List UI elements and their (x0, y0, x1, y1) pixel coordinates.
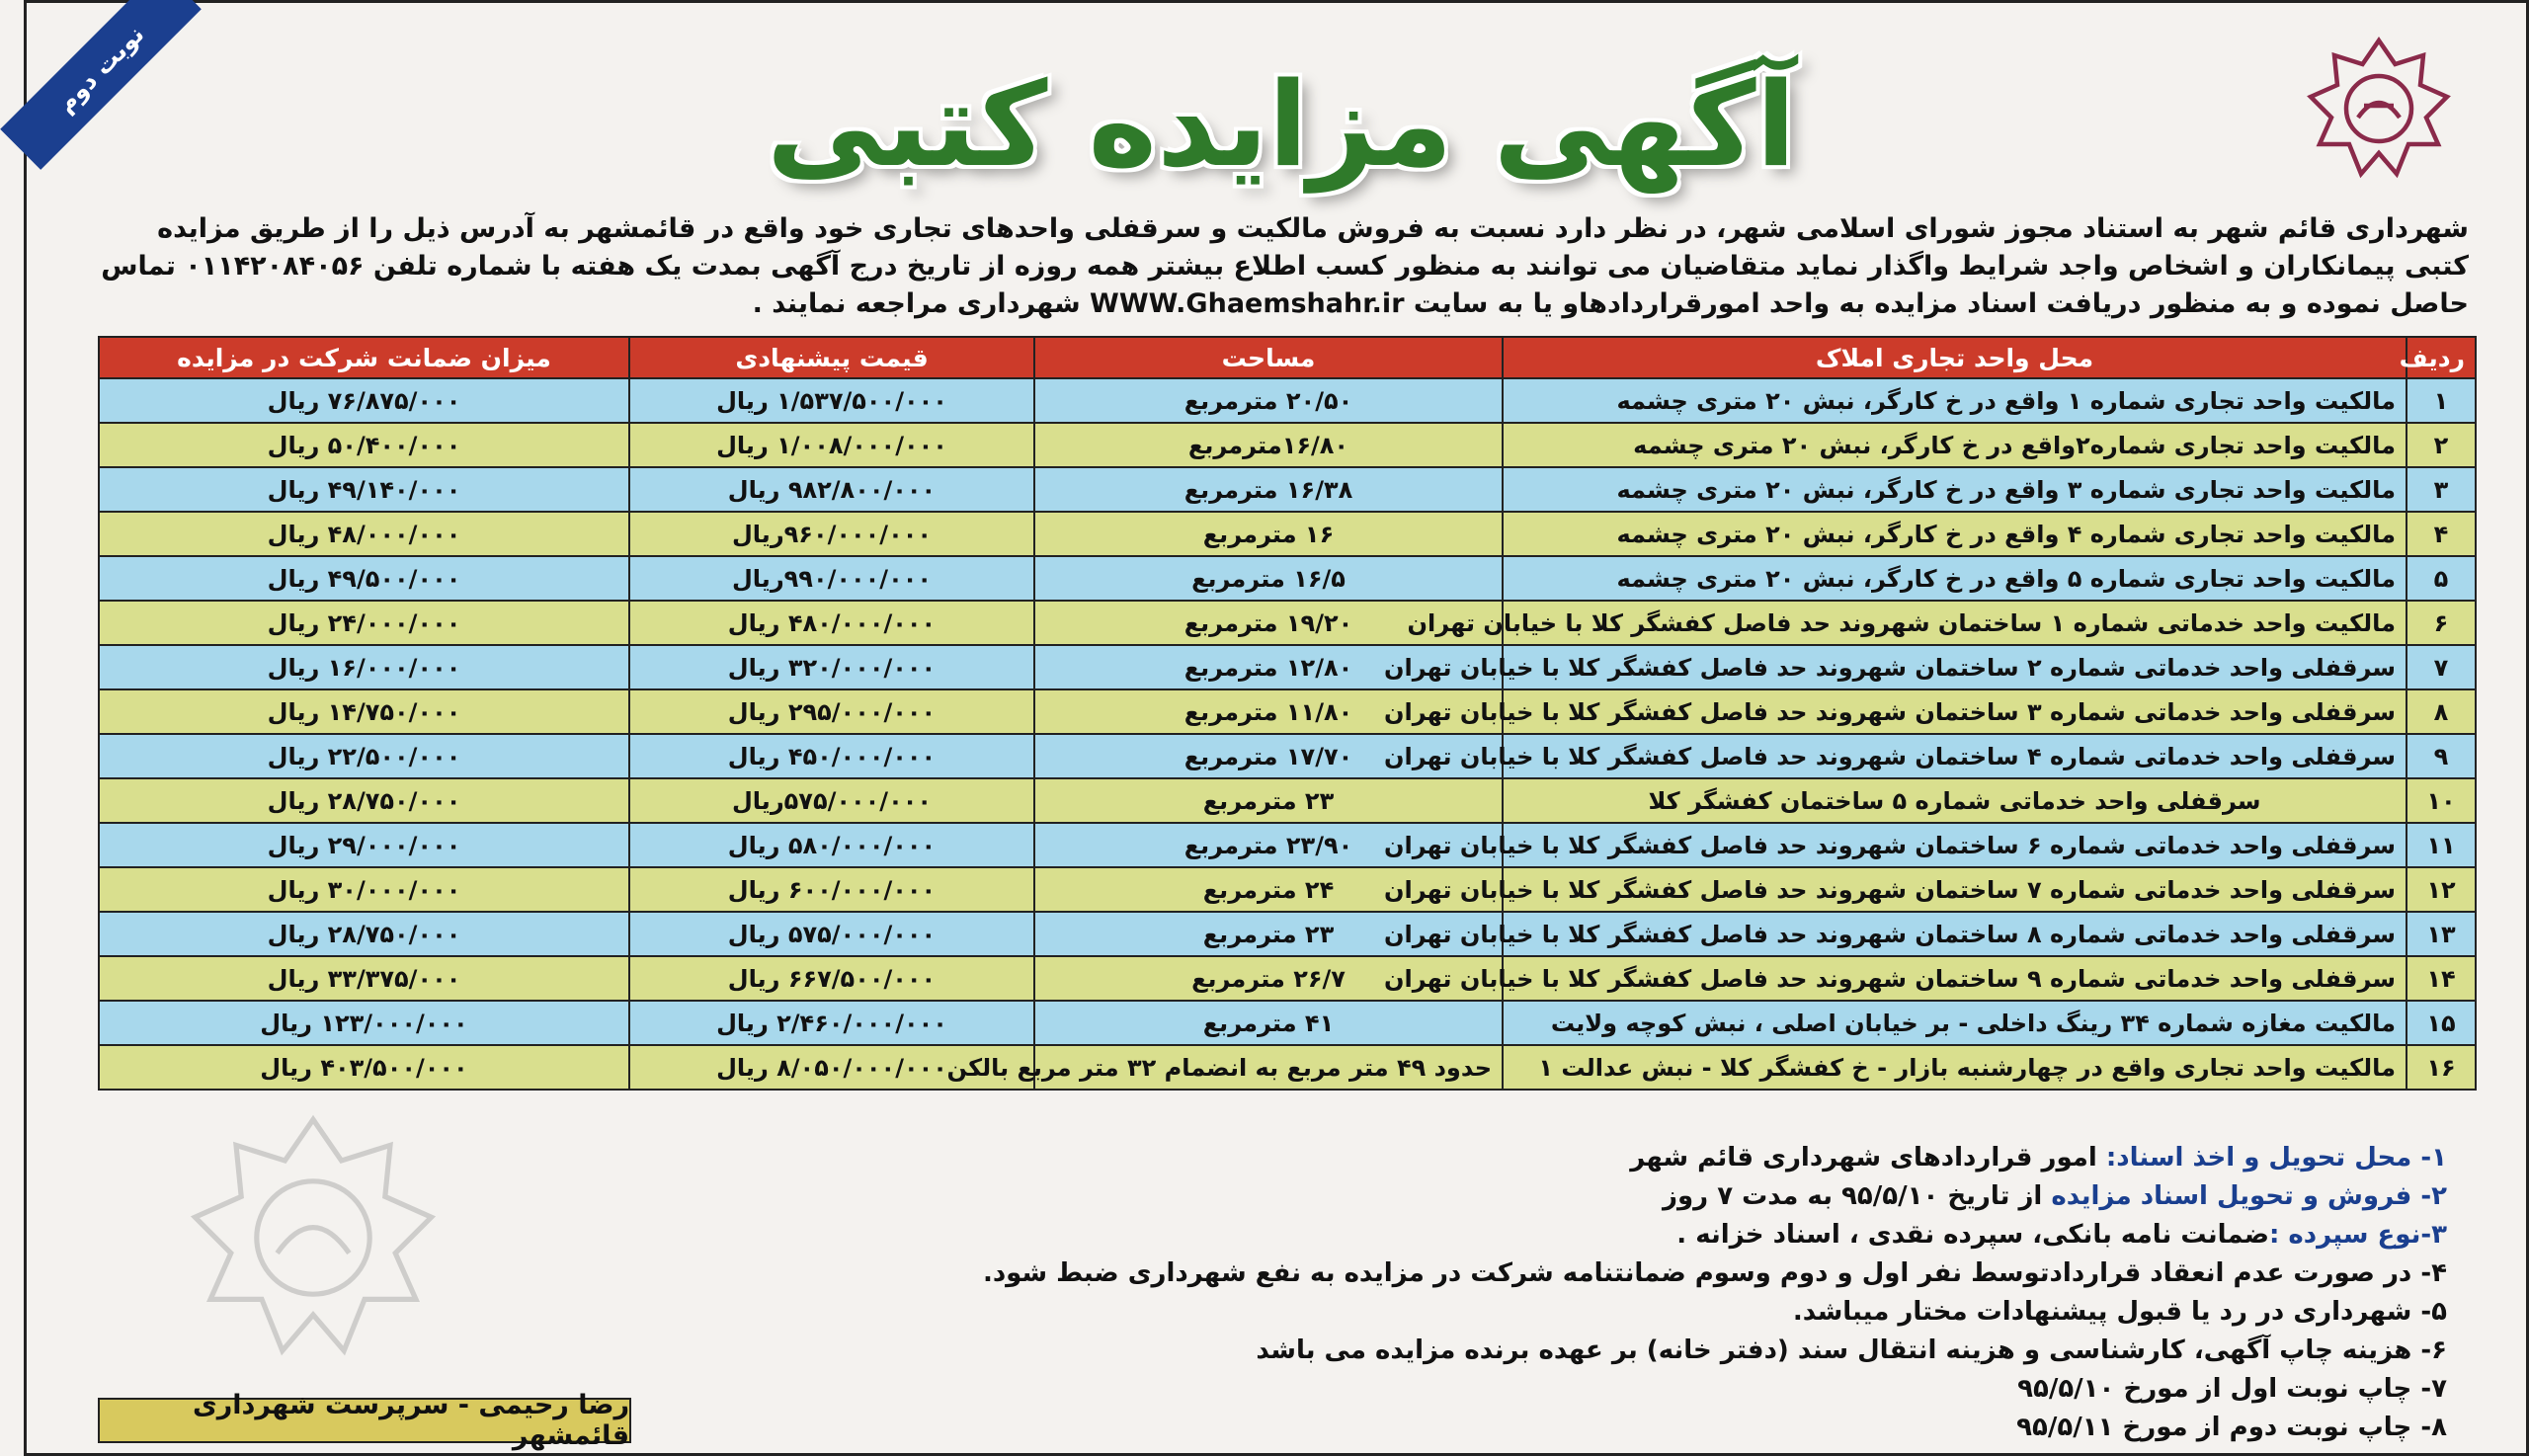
cell-guarantee: ۲۴/۰۰۰/۰۰۰ ریال (99, 601, 629, 645)
cell-location: مالکیت واحد تجاری شماره ۳ واقع در خ کارگر، نبش ۲۰ متری چشمه (1503, 467, 2407, 512)
cell-area: ۱۹/۲۰ مترمربع (1034, 601, 1503, 645)
note-item (768, 1370, 2447, 1409)
cell-location: مالکیت واحد تجاری شماره ۵ واقع در خ کارگر، نبش ۲۰ متری چشمه (1503, 556, 2407, 601)
cell-price: ۵۷۵/۰۰۰/۰۰۰ریال (629, 778, 1034, 823)
note-text: ۶- هزینه چاپ آگهی، کارشناسی و هزینه انتقال سند (دفتر خانه) بر عهده برنده مزایده می باشد (1256, 1335, 2447, 1365)
cell-area: ۲۶/۷ مترمربع (1034, 956, 1503, 1001)
cell-price: ۸/۰۵۰/۰۰۰/۰۰۰ ریال (629, 1045, 1034, 1090)
note-item (768, 1293, 2447, 1332)
table-row (99, 778, 2476, 823)
header-location: محل واحد تجاری املاک (1503, 337, 2407, 378)
cell-guarantee: ۲۸/۷۵۰/۰۰۰ ریال (99, 912, 629, 956)
municipality-logo-icon (2305, 35, 2453, 183)
cell-guarantee: ۳۰/۰۰۰/۰۰۰ ریال (99, 867, 629, 912)
cell-area: ۴۱ مترمربع (1034, 1001, 1503, 1045)
cell-idx: ۳ (2407, 467, 2476, 512)
table-row (99, 423, 2476, 467)
cell-area: ۲۳/۹۰ مترمربع (1034, 823, 1503, 867)
cell-location: مالکیت واحد تجاری شماره۲واقع در خ کارگر، نبش ۲۰ متری چشمه (1503, 423, 2407, 467)
edition-ribbon: نوبت دوم (0, 0, 202, 170)
cell-price: ۴۵۰/۰۰۰/۰۰۰ ریال (629, 734, 1034, 778)
cell-idx: ۶ (2407, 601, 2476, 645)
cell-area: ۱۶/۳۸ مترمربع (1034, 467, 1503, 512)
cell-location: سرقفلی واحد خدماتی شماره ۵ ساختمان کفشگر کلا (1503, 778, 2407, 823)
header-guarantee: میزان ضمانت شرکت در مزایده (99, 337, 629, 378)
cell-location: سرقفلی واحد خدماتی شماره ۴ ساختمان شهروند حد فاصل کفشگر کلا با خیابان تهران (1503, 734, 2407, 778)
cell-idx: ۱۳ (2407, 912, 2476, 956)
note-label: ۲- فروش و تحویل اسناد مزایده (2051, 1181, 2447, 1211)
cell-price: ۹۹۰/۰۰۰/۰۰۰ریال (629, 556, 1034, 601)
notes-list (768, 1139, 2447, 1447)
table-row (99, 467, 2476, 512)
cell-price: ۹۸۲/۸۰۰/۰۰۰ ریال (629, 467, 1034, 512)
cell-guarantee: ۴۹/۱۴۰/۰۰۰ ریال (99, 467, 629, 512)
cell-area: ۲۳ مترمربع (1034, 912, 1503, 956)
note-item (768, 1216, 2447, 1254)
cell-guarantee: ۱۴/۷۵۰/۰۰۰ ریال (99, 689, 629, 734)
cell-guarantee: ۴۰۳/۵۰۰/۰۰۰ ریال (99, 1045, 629, 1090)
cell-guarantee: ۷۶/۸۷۵/۰۰۰ ریال (99, 378, 629, 423)
newspaper-notice (24, 0, 2529, 1456)
watermark-logo-icon (185, 1109, 442, 1366)
cell-price: ۵۷۵/۰۰۰/۰۰۰ ریال (629, 912, 1034, 956)
cell-guarantee: ۵۰/۴۰۰/۰۰۰ ریال (99, 423, 629, 467)
cell-area: ۱۱/۸۰ مترمربع (1034, 689, 1503, 734)
cell-area: ۲۳ مترمربع (1034, 778, 1503, 823)
table-row (99, 556, 2476, 601)
note-text: ۸- چاپ نوبت دوم از مورخ ۹۵/۵/۱۱ (2016, 1413, 2447, 1442)
table-header-row (99, 337, 2476, 378)
cell-idx: ۱۵ (2407, 1001, 2476, 1045)
table-body (99, 378, 2476, 1090)
cell-location: سرقفلی واحد خدماتی شماره ۷ ساختمان شهروند حد فاصل کفشگر کلا با خیابان تهران (1503, 867, 2407, 912)
cell-location: مالکیت واحد تجاری شماره ۴ واقع در خ کارگر، نبش ۲۰ متری چشمه (1503, 512, 2407, 556)
cell-guarantee: ۱۶/۰۰۰/۰۰۰ ریال (99, 645, 629, 689)
cell-area: ۱۶ مترمربع (1034, 512, 1503, 556)
cell-idx: ۱۱ (2407, 823, 2476, 867)
cell-area: ۱۷/۷۰ مترمربع (1034, 734, 1503, 778)
table-row (99, 823, 2476, 867)
cell-idx: ۱ (2407, 378, 2476, 423)
cell-price: ۶۶۷/۵۰۰/۰۰۰ ریال (629, 956, 1034, 1001)
note-item (768, 1177, 2447, 1216)
cell-idx: ۱۲ (2407, 867, 2476, 912)
cell-price: ۹۶۰/۰۰۰/۰۰۰ریال (629, 512, 1034, 556)
cell-guarantee: ۴۹/۵۰۰/۰۰۰ ریال (99, 556, 629, 601)
note-item (768, 1332, 2447, 1370)
cell-price: ۱/۰۰۸/۰۰۰/۰۰۰ ریال (629, 423, 1034, 467)
cell-location: مالکیت واحد تجاری واقع در چهارشنبه بازار - خ کفشگر کلا - نبش عدالت ۱ (1503, 1045, 2407, 1090)
table-row (99, 378, 2476, 423)
note-item (768, 1254, 2447, 1293)
intro-paragraph: شهرداری قائم شهر به استناد مجوز شورای اسلامی شهر، در نظر دارد نسبت به فروش مالکیت و سرقفلی واحدهای تجاری خود واقع در قائمشهر به آدرس ذیل را از طریق مزایده کتبی پیمانکاران و اشخاص واجد شرایط واگذار نماید متقاضیان می توانند به منظور کسب اطلاع بیشتر همه روزه از تاریخ درج آگهی بمدت یک هفته با شماره تلفن ۰۱۱۴۲۰۸۴۰۵۶ تماس حاصل نموده و به منظور دریافت اسناد مزایده به واحد امورقراردادهاو یا به سایت WWW.Ghaemshahr.ir شهرداری مراجعه نمایند . (101, 213, 2469, 319)
table-row (99, 512, 2476, 556)
cell-location: سرقفلی واحد خدماتی شماره ۹ ساختمان شهروند حد فاصل کفشگر کلا با خیابان تهران (1503, 956, 2407, 1001)
table-row (99, 601, 2476, 645)
cell-guarantee: ۲۸/۷۵۰/۰۰۰ ریال (99, 778, 629, 823)
note-item (768, 1409, 2447, 1447)
note-text: ۴- در صورت عدم انعقاد قراردادتوسط نفر اول و دوم وسوم ضمانتنامه شرکت در مزایده به نفع شهرداری ضبط شود. (982, 1258, 2447, 1288)
table-row (99, 1045, 2476, 1090)
note-text: امور قراردادهای شهرداری قائم شهر (1630, 1143, 2106, 1173)
cell-idx: ۵ (2407, 556, 2476, 601)
cell-price: ۱/۵۳۷/۵۰۰/۰۰۰ ریال (629, 378, 1034, 423)
header-area: مساحت (1034, 337, 1503, 378)
cell-location: مالکیت واحد خدماتی شماره ۱ ساختمان شهروند حد فاصل کفشگر کلا با خیابان تهران (1503, 601, 2407, 645)
note-text: ۵- شهرداری در رد یا قبول پیشنهادات مختار میباشد. (1792, 1297, 2447, 1327)
cell-price: ۲۹۵/۰۰۰/۰۰۰ ریال (629, 689, 1034, 734)
cell-area: ۱۲/۸۰ مترمربع (1034, 645, 1503, 689)
cell-idx: ۷ (2407, 645, 2476, 689)
cell-idx: ۴ (2407, 512, 2476, 556)
cell-guarantee: ۲۲/۵۰۰/۰۰۰ ریال (99, 734, 629, 778)
cell-location: سرقفلی واحد خدماتی شماره ۲ ساختمان شهروند حد فاصل کفشگر کلا با خیابان تهران (1503, 645, 2407, 689)
cell-idx: ۱۴ (2407, 956, 2476, 1001)
cell-area: ۱۶/۸۰مترمربع (1034, 423, 1503, 467)
cell-idx: ۸ (2407, 689, 2476, 734)
note-item (768, 1139, 2447, 1177)
cell-price: ۵۸۰/۰۰۰/۰۰۰ ریال (629, 823, 1034, 867)
table-row (99, 956, 2476, 1001)
cell-idx: ۱۶ (2407, 1045, 2476, 1090)
cell-location: سرقفلی واحد خدماتی شماره ۳ ساختمان شهروند حد فاصل کفشگر کلا با خیابان تهران (1503, 689, 2407, 734)
table-row (99, 734, 2476, 778)
header-idx: ردیف (2407, 337, 2476, 378)
header-price: قیمت پیشنهادی (629, 337, 1034, 378)
note-text: ضمانت نامه بانکی، سپرده نقدی ، اسناد خزانه . (1676, 1220, 2269, 1250)
cell-price: ۳۲۰/۰۰۰/۰۰۰ ریال (629, 645, 1034, 689)
cell-location: سرقفلی واحد خدماتی شماره ۸ ساختمان شهروند حد فاصل کفشگر کلا با خیابان تهران (1503, 912, 2407, 956)
table-row (99, 645, 2476, 689)
cell-location: سرقفلی واحد خدماتی شماره ۶ ساختمان شهروند حد فاصل کفشگر کلا با خیابان تهران (1503, 823, 2407, 867)
cell-guarantee: ۲۹/۰۰۰/۰۰۰ ریال (99, 823, 629, 867)
cell-guarantee: ۱۲۳/۰۰۰/۰۰۰ ریال (99, 1001, 629, 1045)
table-row (99, 867, 2476, 912)
cell-price: ۴۸۰/۰۰۰/۰۰۰ ریال (629, 601, 1034, 645)
notice-title: آگهی مزایده کتبی (767, 56, 1796, 193)
cell-idx: ۲ (2407, 423, 2476, 467)
cell-price: ۲/۴۶۰/۰۰۰/۰۰۰ ریال (629, 1001, 1034, 1045)
cell-area: حدود ۴۹ متر مربع به انضمام ۳۲ متر مربع بالکن (1034, 1045, 1503, 1090)
cell-location: مالکیت واحد تجاری شماره ۱ واقع در خ کارگر، نبش ۲۰ متری چشمه (1503, 378, 2407, 423)
cell-area: ۲۰/۵۰ مترمربع (1034, 378, 1503, 423)
note-label: ۱- محل تحویل و اخذ اسناد: (2105, 1143, 2447, 1173)
table-row (99, 689, 2476, 734)
cell-guarantee: ۳۳/۳۷۵/۰۰۰ ریال (99, 956, 629, 1001)
cell-idx: ۱۰ (2407, 778, 2476, 823)
table-row (99, 1001, 2476, 1045)
signature-box: رضا رحیمی - سرپرست شهرداری قائمشهر (98, 1398, 631, 1443)
note-text: ۷- چاپ نوبت اول از مورخ ۹۵/۵/۱۰ (2017, 1374, 2447, 1404)
cell-idx: ۹ (2407, 734, 2476, 778)
cell-guarantee: ۴۸/۰۰۰/۰۰۰ ریال (99, 512, 629, 556)
cell-location: مالکیت مغازه شماره ۳۴ رینگ داخلی - بر خیابان اصلی ، نبش کوچه ولایت (1503, 1001, 2407, 1045)
table-row (99, 912, 2476, 956)
cell-area: ۱۶/۵ مترمربع (1034, 556, 1503, 601)
note-label: ۳-نوع سپرده : (2268, 1220, 2447, 1250)
cell-price: ۶۰۰/۰۰۰/۰۰۰ ریال (629, 867, 1034, 912)
note-text: از تاریخ ۹۵/۵/۱۰ به مدت ۷ روز (1663, 1181, 2052, 1211)
auction-table (98, 336, 2477, 1091)
cell-area: ۲۴ مترمربع (1034, 867, 1503, 912)
